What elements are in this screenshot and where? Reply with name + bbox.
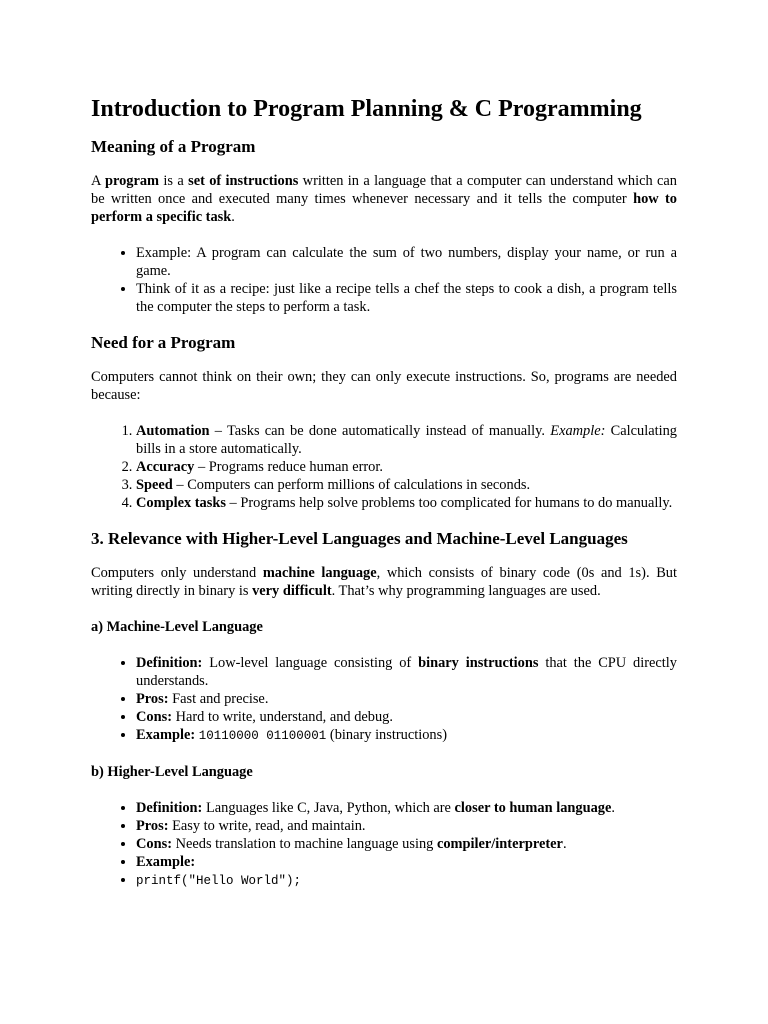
list-item: • Cons: Needs translation to machine language using compiler/interpreter. [136, 835, 677, 853]
need-numbered-list [91, 422, 677, 512]
list-item: • Pros: Easy to write, read, and maintain. [136, 817, 677, 835]
list-item: 3. Speed – Computers can perform millions of calculations in seconds. [136, 476, 677, 494]
document-title: Introduction to Program Planning & C Programming [91, 96, 642, 122]
heading-meaning: Meaning of a Program [91, 137, 256, 156]
list-item: • Pros: Fast and precise. [136, 690, 677, 708]
meaning-paragraph: A program is a set of instructions written in a language that a computer can understand which can be written once and executed many times whenever necessary and it tells the computer how to perform a specific task. [91, 173, 678, 225]
list-item: 1. Automation – Tasks can be done automatically instead of manually. Example: Calculating bills in a store automatically. [136, 422, 677, 458]
higher-bullet-list [91, 799, 677, 890]
list-item: • Think of it as a recipe: just like a recipe tells a chef the steps to cook a dish, a program tells the computer the steps to perform a task. [136, 280, 677, 316]
meaning-bullet-list [91, 244, 677, 316]
list-item: • Example: [136, 853, 677, 871]
list-item [136, 871, 677, 890]
heading-need: Need for a Program [91, 333, 236, 352]
document-content [91, 94, 677, 890]
machine-bullet-list [91, 654, 677, 745]
relevance-paragraph: Computers only understand machine language, which consists of binary code (0s and 1s). But writing directly in binary is very difficult. That’s why programming languages are used. [91, 565, 677, 599]
code-snippet: 10110000 01100001 [198, 729, 327, 743]
need-paragraph: Computers cannot think on their own; they can only execute instructions. So, programs are needed because: [91, 369, 677, 403]
list-item: 2. Accuracy – Programs reduce human error. [136, 458, 677, 476]
list-item: • Example: A program can calculate the sum of two numbers, display your name, or run a game. [136, 244, 677, 280]
heading-machine-level: a) Machine-Level Language [91, 619, 263, 635]
code-snippet: printf("Hello World"); [136, 874, 302, 888]
list-item: • Cons: Hard to write, understand, and debug. [136, 708, 677, 726]
heading-higher-level: b) Higher-Level Language [91, 764, 253, 780]
list-item: 4. Complex tasks – Programs help solve problems too complicated for humans to do manually. [136, 494, 677, 512]
list-item: • Definition: Low-level language consisting of binary instructions that the CPU directly understands. [136, 654, 677, 690]
heading-relevance: 3. Relevance with Higher-Level Languages and Machine-Level Languages [91, 529, 628, 548]
list-item: • Definition: Languages like C, Java, Python, which are closer to human language. [136, 799, 677, 817]
list-item: • Example: 10110000 01100001 (binary instructions) [136, 726, 677, 745]
